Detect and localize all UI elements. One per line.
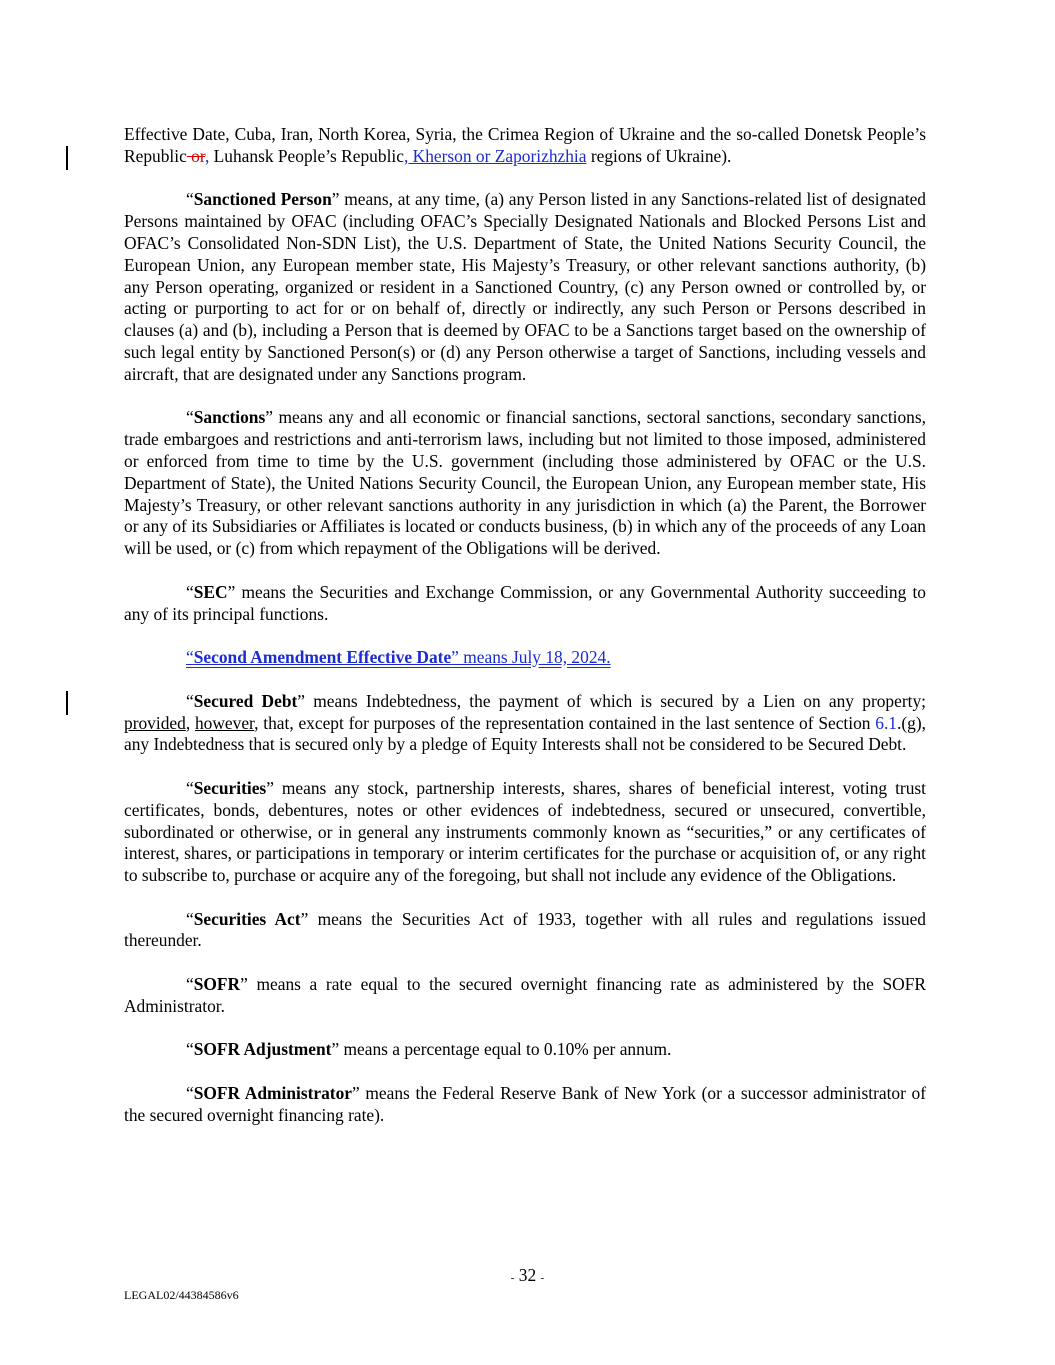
page-number-value: 32 [518,1265,537,1285]
definition-text: ” means any and all economic or financial sanctions, sectoral sanctions, secondary sanctions, trade embargoes and restrictions and anti-terrorism laws, including but not limited to those imposed, administered or enforced from time to time by the U.S. government (including those administered by OFAC or the U.S. Department of State), the United Nations Security Council, the European Union, any European member state, His Majesty’s Treasury, or other relevant sanctions authority in any jurisdiction in which (a) the Parent, the Borrower or any of its Subsidiaries or Affiliates is located or conducts business, (b) in which any of the proceeds of any Loan will be used, or (c) from which repayment of the Obligations will be derived. [124,407,926,559]
definition-text: ” means a rate equal to the secured overnight financing rate as administered by the SOFR Administrator. [124,974,926,1016]
document-id: LEGAL02/44384586v6 [124,1288,239,1302]
definition-securities-act [124,909,926,953]
open-quote: “ [186,189,194,210]
open-quote: “ [186,407,194,428]
open-quote: “ [186,1083,194,1104]
definition-sanctions [124,407,926,560]
definition-text: ” means the Federal Reserve Bank of New York (or a successor administrator of the secured overnight financing rate). [124,1083,927,1125]
defined-term: Secured Debt [193,690,298,711]
defined-term: SOFR Adjustment [193,1039,332,1060]
open-quote: “ [186,974,194,995]
underlined-word: provided [124,712,186,733]
page-number [0,1265,1055,1286]
definition-text: ” means the Securities and Exchange Commission, or any Governmental Authority succeeding to any of its principal functions. [124,581,926,624]
defined-term: Second Amendment Effective Date [193,647,452,668]
deleted-text: or [186,145,205,166]
open-quote: “ [186,777,194,798]
definition-text: ” means July 18, 2024. [451,647,611,668]
defined-term: Sanctioned Person [193,189,332,210]
definition-sec [124,582,926,626]
section-cross-reference-link[interactable]: 6.1 [875,712,898,733]
definition-text: ” means Indebtedness, the payment of which is secured by a Lien on any property; [297,690,926,711]
underlined-word: however [194,712,255,733]
inserted-text: , [204,145,210,166]
definition-text: ” means the Securities Act of 1933, together with all rules and regulations issued thereunder. [124,908,926,951]
open-quote: “ [186,908,194,929]
definition-second-amendment-effective-date [124,647,926,669]
text: Effective Date, Cuba, Iran, North Korea, Syria, the Crimea Region of Ukraine and the so-called Donetsk People’s Republic [124,124,926,166]
defined-term: Securities Act [193,908,301,929]
definition-securities [124,778,926,887]
change-bar-1 [66,146,68,170]
definition-secured-debt [124,691,926,756]
open-quote: “ [186,581,194,602]
definition-sanctioned-person [124,189,926,385]
defined-term: SOFR Administrator [193,1083,353,1104]
defined-term: SEC [193,581,228,602]
paragraph-continuation [124,124,926,168]
definition-sofr-administrator [124,1083,926,1127]
text: regions of Ukraine). [586,145,732,166]
change-bar-2 [66,691,68,715]
page-number-dash: - [510,1272,515,1284]
document-page [124,124,926,1148]
definition-text: , [185,712,195,733]
text: Luhansk People’s Republic [209,145,404,166]
defined-term: Securities [193,777,267,798]
definition-text: ” means, at any time, (a) any Person listed in any Sanctions-related list of designated Persons maintained by OFAC (including OFAC’s Specially Designated Nationals and Blocked Persons List and OFAC’s Consolidated Non-SDN List), the U.S. Department of State, the United Nations Security Council, the European Union, any European member state, His Majesty’s Treasury, or other relevant sanctions authority, (b) any Person operating, organized or resident in a Sanctioned Country, (c) any Person owned or controlled by, or acting or purporting to act for or on behalf of, directly or indirectly, any such Person or Persons described in clauses (a) and (b), including a Person that is deemed by OFAC to be a Sanctions target based on the ownership of such legal entity by Sanctioned Person(s) or (d) any Person otherwise a target of Sanctions, including vessels and aircraft, that are designated under any Sanctions program. [124,189,926,384]
definition-sofr [124,974,926,1018]
definition-text: ” means a percentage equal to 0.10% per annum. [331,1039,672,1060]
definition-sofr-adjustment [124,1039,926,1061]
definition-text: ” means any stock, partnership interests, shares, shares of beneficial interest, voting trust certificates, bonds, debentures, notes or other evidences of indebtedness, secured or unsecured, convertible, subordinated or otherwise, or in general any instruments commonly known as “securities,” or any certificates of interest, shares, or participations in temporary or interim certificates for the purchase or acquisition of, or any right to subscribe to, purchase or acquire any of the foregoing, but shall not include any evidence of the Obligations. [124,777,926,886]
definition-text: , that, except for purposes of the representation contained in the last sentence of Section [254,712,876,733]
defined-term: SOFR [193,974,241,995]
open-quote: “ [186,647,194,668]
open-quote: “ [186,690,194,711]
open-quote: “ [186,1039,194,1060]
inserted-text: , Kherson or Zaporizhzhia [403,145,587,166]
definition-text: .(g), any Indebtedness that is secured only by a pledge of Equity Interests shall not be considered to be Secured Debt. [124,712,926,755]
page-number-dash: - [540,1272,545,1284]
defined-term: Sanctions [193,407,266,428]
